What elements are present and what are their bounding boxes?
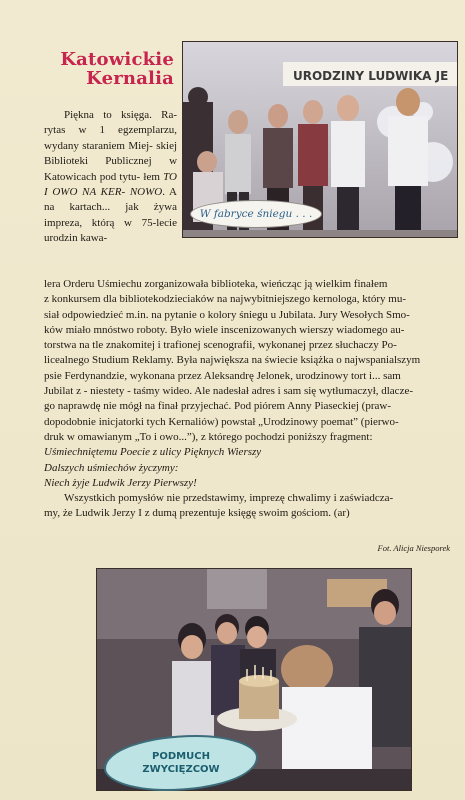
closing-paragraph: [44, 491, 461, 522]
lead-line: w Katowicach pod tytu-: [44, 155, 178, 183]
body-line: druk w omawianym „To i owo...”), z którego pochodzi poniższy fragment:: [44, 430, 373, 443]
poem-line: Niech żyje Ludwik Jerzy Pierwszy!: [44, 476, 197, 489]
wall-banner-text: URODZINY LUDWIKA JE: [293, 69, 449, 83]
body-line: ków miało mnóstwo roboty. Było wiele inscenizowanych wierszy wiadomego au-: [44, 323, 405, 336]
lead-line: . A na kartach...: [44, 186, 178, 214]
poem-line: Dalszych uśmiechów życzymy:: [44, 461, 179, 474]
body-line: licealnego Studium Reklamy. Była największa na świecie książka o najwspanialszym: [44, 354, 421, 367]
body-line: z konkursem dla bibliotekodzieciaków na najwybitniejszego kernologa, który mu-: [44, 293, 406, 306]
lead-line: skiej Biblioteki Publicznej: [44, 139, 178, 168]
body-line: lera Orderu Uśmiechu zorganizowała biblioteka, wieńcząc ją wielkim finałem: [44, 278, 388, 290]
poem-line: Uśmiechniętemu Poecie z ulicy Pięknych Wierszy: [44, 446, 262, 459]
poem-fragment: [44, 445, 461, 491]
body-line: psie Ferdynandzie, wykonana przez Aleksandrę Jelonek, urodzinowy tort i... sam: [44, 369, 401, 382]
lead-line: łem: [143, 170, 164, 183]
article-lead: [44, 108, 177, 247]
closing-line: Wszystkich pomysłów nie przedstawimy, imprezę chwalimy i zaświadcza-: [64, 492, 394, 505]
body-line: go naprawdę nie mógł na finał przyjechać. Pod piórem Anny Piaseckiej (praw-: [44, 400, 391, 413]
lead-line: Piękna to księga. Ra-: [64, 109, 177, 121]
book-title: TO I OWO NA KER-: [44, 170, 177, 199]
title-line-1: Katowickie: [60, 49, 174, 70]
lead-line: w 75-lecie urodzin kawa-: [44, 216, 177, 245]
closing-line: my, że Ludwik Jerzy I z dumą prezentuje księgę swoim gościom. (ar): [44, 507, 350, 520]
body-line: dopodobnie inicjatorki tych Kernaliów) powstał „Urodzinowy poemat” (pierwo-: [44, 415, 399, 428]
photo-caption-bubble: W fabryce śniegu . . .: [190, 200, 322, 228]
body-line: Jubilat z - niestety - taśmy wideo. Ale nadesłał adres i sam się wytłumaczył, dlacze-: [44, 385, 413, 398]
lead-line: rytas w 1 egzemplarzu,: [44, 124, 177, 137]
winner-banner-line-2: ZWYCIĘZCOW: [142, 764, 220, 775]
article-title: [22, 50, 174, 88]
photo-credit: Fot. Alicja Niesporek: [377, 543, 450, 553]
lead-line: wydany staraniem Miej-: [44, 139, 153, 152]
winner-banner-line-1: PODMUCH: [152, 751, 210, 762]
lead-line: jak żywa impreza, którą: [44, 201, 178, 229]
body-line: torstwa na tle znakomitej i trafionej scenografii, wykonanej przez słuchaczy Po-: [44, 339, 397, 352]
title-line-2: Kernalia: [86, 68, 174, 89]
article-body: [44, 277, 461, 522]
book-title-cont: NOWO: [129, 186, 163, 199]
body-line: siał odpowiedzieć m.in. na pytanie o kolory śniegu u Jubilata. Jury Wesołych Smo-: [44, 308, 410, 321]
